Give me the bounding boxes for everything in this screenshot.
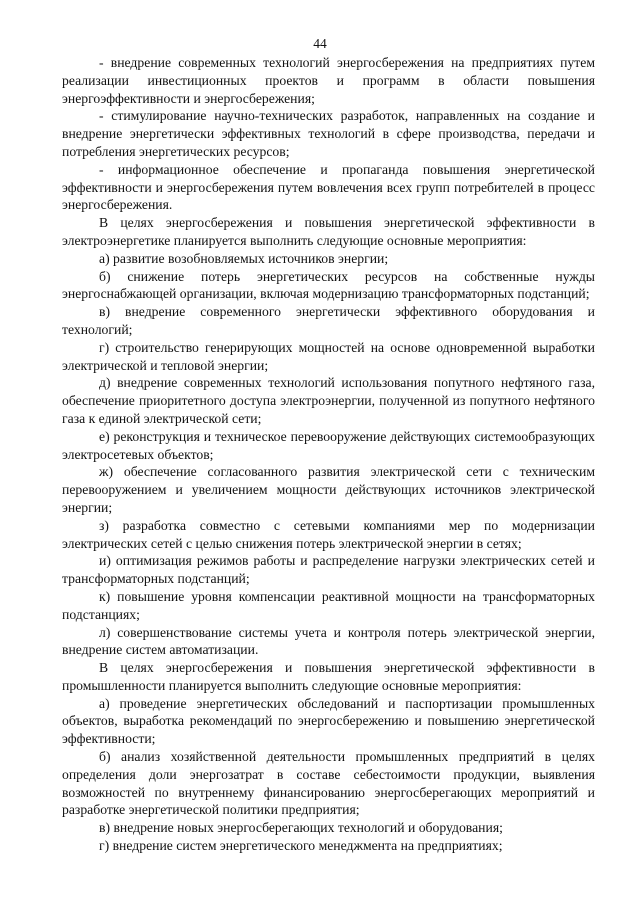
- list-item: б) анализ хозяйственной деятельности промышленных предприятий в целях определения доли энергозатрат в составе себестоимости продукции, выявления возможностей по внутреннему финансированию энергосберегающих мероприятий и разработке энергетической политики предприятия;: [62, 749, 595, 818]
- list-item: з) разработка совместно с сетевыми компаниями мер по модернизации электрических сетей с целью снижения потерь электрической энергии в сетях;: [62, 517, 595, 551]
- list-item: б) снижение потерь энергетических ресурсов на собственные нужды энергоснабжающей организации, включая модернизацию трансформаторных подстанций;: [62, 268, 595, 302]
- document-body: [62, 54, 595, 855]
- list-item: г) строительство генерирующих мощностей на основе одновременной выработки электрической и тепловой энергии;: [62, 339, 595, 373]
- list-item: в) внедрение новых энергосберегающих технологий и оборудования;: [99, 820, 503, 836]
- list-item: ж) обеспечение согласованного развития электрической сети с техническим перевооружением и увеличением мощности действующих источников электрической энергии;: [62, 464, 595, 515]
- list-item: а) проведение энергетических обследований и паспортизации промышленных объектов, выработка рекомендаций по энергосбережению и повышению энергетической эффективности;: [62, 695, 595, 747]
- list-item: в) внедрение современного энергетически эффективного оборудования и технологий;: [62, 304, 595, 337]
- list-item: г) внедрение систем энергетического менеджмента на предприятиях;: [99, 838, 503, 854]
- list-item: д) внедрение современных технологий использования попутного нефтяного газа, обеспечение приоритетного доступа электроэнергии, полученной из попутного нефтяного газа к единой электрической сети;: [62, 375, 595, 426]
- list-item: а) развитие возобновляемых источников энергии;: [99, 250, 389, 266]
- list-item: л) совершенствование системы учета и контроля потерь электрической энергии, внедрение систем автоматизации.: [62, 624, 595, 658]
- paragraph: - стимулирование научно-технических разработок, направленных на создание и внедрение энергетически эффективных технологий в сфере производства, передачи и потребления энергетических ресурсов;: [62, 108, 595, 159]
- paragraph: - информационное обеспечение и пропаганда повышения энергетической эффективности и энергосбережения путем вовлечения всех групп потребителей в процесс энергосбережения.: [62, 161, 595, 213]
- list-item: е) реконструкция и техническое перевооружение действующих системообразующих электросетевых объектов;: [62, 428, 595, 462]
- paragraph: - внедрение современных технологий энергосбережения на предприятиях путем реализации инвестиционных проектов и программ в области повышения энергоэффективности и энергосбережения;: [62, 55, 595, 106]
- list-item: к) повышение уровня компенсации реактивной мощности на трансформаторных подстанциях;: [62, 588, 595, 622]
- paragraph: В целях энергосбережения и повышения энергетической эффективности в электроэнергетике планируется выполнить следующие основные мероприятия:: [62, 215, 595, 248]
- paragraph: В целях энергосбережения и повышения энергетической эффективности в промышленности планируется выполнить следующие основные мероприятия:: [62, 660, 595, 693]
- list-item: и) оптимизация режимов работы и распределение нагрузки электрических сетей и трансформаторных подстанций;: [62, 553, 595, 587]
- page-number: 44: [313, 36, 327, 51]
